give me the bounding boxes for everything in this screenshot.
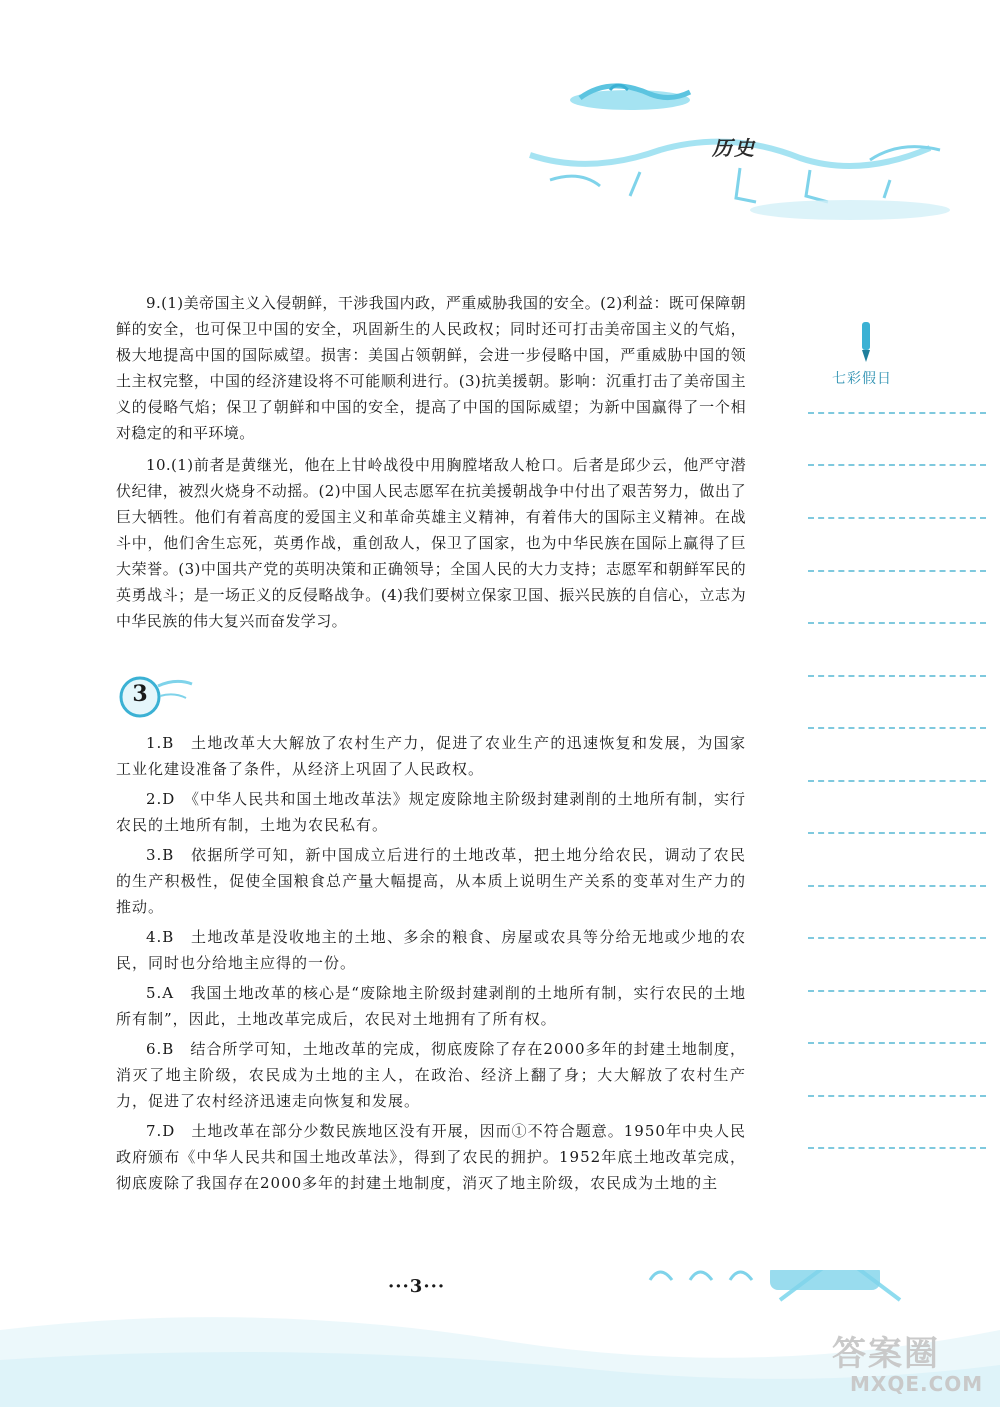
note-line xyxy=(808,675,986,677)
note-line xyxy=(808,885,986,887)
note-line xyxy=(808,1042,986,1044)
pen-icon xyxy=(856,320,876,364)
note-line xyxy=(808,990,986,992)
note-line xyxy=(808,622,986,624)
page-header-title: 历史 xyxy=(712,136,756,160)
answer-item-4: 4.B 土地改革是没收地主的土地、多余的粮食、房屋或农具等分给无地或少地的农民，同时也分给地主应得的一份。 xyxy=(116,928,746,972)
answer-item-7: 7.D 土地改革在部分少数民族地区没有开展，因而①不符合题意。1950年中央人民政府颁布《中华人民共和国土地改革法》，得到了农民的拥护。1952年底土地改革完成，彻底废除了我国存在2000多年的封建土地制度，消灭了地主阶级，农民成为土地的主 xyxy=(116,1122,746,1192)
answer-item-6: 6.B 结合所学可知，土地改革的完成，彻底废除了存在2000多年的封建土地制度，消灭了地主阶级，农民成为土地的主人，在政治、经济上翻了身；大大解放了农村生产力，促进了农村经济迅速走向恢复和发展。 xyxy=(116,1040,746,1110)
answer-paragraph-9: 9.(1)美帝国主义入侵朝鲜，干涉我国内政，严重威胁我国的安全。(2)利益：既可保障朝鲜的安全，也可保卫中国的安全，巩固新生的人民政权；同时还可打击美帝国主义的气焰，极大地提高中国的国际威望。损害：美国占领朝鲜，会进一步侵略中国，严重威胁中国的领土主权完整，中国的经济建设将不可能顺利进行。(3)抗美援朝。影响：沉重打击了美帝国主义的侵略气焰；保卫了朝鲜和中国的安全，提高了中国的国际威望；为新中国赢得了一个相对稳定的和平环境。 xyxy=(116,294,746,442)
watermark-url: MXQE.COM xyxy=(850,1372,984,1396)
note-line xyxy=(808,517,986,519)
section-number: 3 xyxy=(132,681,148,707)
note-line xyxy=(808,412,986,414)
watermark-text: 答案圈 xyxy=(832,1334,940,1374)
note-line xyxy=(808,1147,986,1149)
note-line xyxy=(808,832,986,834)
answer-block-section-3 xyxy=(116,730,746,1200)
note-line xyxy=(808,727,986,729)
answer-item-3: 3.B 依据所学可知，新中国成立后进行的土地改革，把土地分给农民，调动了农民的生产积极性，促使全国粮食总产量大幅提高，从本质上说明生产关系的变革对生产力的推动。 xyxy=(116,846,746,916)
note-line xyxy=(808,464,986,466)
note-line xyxy=(808,937,986,939)
note-line xyxy=(808,780,986,782)
answer-block-top xyxy=(116,290,746,640)
answer-paragraph-10: 10.(1)前者是黄继光，他在上甘岭战役中用胸膛堵敌人枪口。后者是邱少云，他严守潜伏纪律，被烈火烧身不动摇。(2)中国人民志愿军在抗美援朝战争中付出了艰苦努力，做出了巨大牺牲。他们有着高度的爱国主义和革命英雄主义精神，有着伟大的国际主义精神。在战斗中，他们舍生忘死，英勇作战，重创敌人，保卫了国家，也为中华民族在国际上赢得了巨大荣誉。(3)中国共产党的英明决策和正确领导；全国人民的大力支持；志愿军和朝鲜军民的英勇战斗；是一场正义的反侵略战争。(4)我们要树立保家卫国、振兴民族的自信心，立志为中华民族的伟大复兴而奋发学习。 xyxy=(116,456,746,630)
answer-item-2: 2.D 《中华人民共和国土地改革法》规定废除地主阶级封建剥削的土地所有制，实行农民的土地所有制，土地为农民私有。 xyxy=(116,790,746,834)
page-number: ···3··· xyxy=(388,1276,446,1297)
note-line xyxy=(808,1095,986,1097)
answer-item-5: 5.A 我国土地改革的核心是“废除地主阶级封建剥削的土地所有制，实行农民的土地所有制”，因此，土地改革完成后，农民对土地拥有了所有权。 xyxy=(116,984,746,1028)
sidebar-label: 七彩假日 xyxy=(832,371,892,387)
answer-item-1: 1.B 土地改革大大解放了农村生产力，促进了农业生产的迅速恢复和发展，为国家工业化建设准备了条件，从经济上巩固了人民政权。 xyxy=(116,734,746,778)
note-line xyxy=(808,570,986,572)
